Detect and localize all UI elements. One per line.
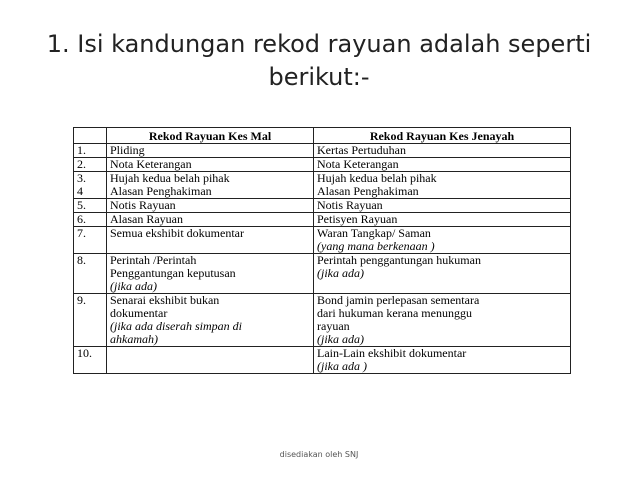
civil-record-item: Hujah kedua belah pihak: [110, 171, 230, 185]
civil-record-item: ahkamah): [110, 332, 158, 346]
criminal-record-item: Nota Keterangan: [317, 157, 399, 171]
criminal-record-item: Notis Rayuan: [317, 198, 383, 212]
criminal-record-item: (yang mana berkenaan ): [317, 239, 435, 253]
table-body: [74, 144, 571, 374]
row-number-cell: [74, 213, 107, 227]
table-row: [74, 294, 571, 347]
table-row: [74, 227, 571, 254]
criminal-record-item: rayuan: [317, 319, 350, 333]
table-row: [74, 199, 571, 213]
civil-record-item: Perintah /Perintah: [110, 253, 197, 267]
civil-record-cell: [107, 172, 314, 199]
criminal-record-item: dari hukuman kerana menunggu: [317, 306, 472, 320]
civil-record-item: Pliding: [110, 143, 145, 157]
table-row: [74, 158, 571, 172]
footer-credit: disediakan oleh SNJ: [279, 450, 359, 459]
criminal-record-item: Bond jamin perlepasan sementara: [317, 293, 480, 307]
row-number-cell: [74, 254, 107, 294]
row-number: 1.: [77, 143, 86, 157]
criminal-record-item: (jika ada): [317, 266, 364, 280]
criminal-record-cell: [314, 172, 571, 199]
criminal-record-cell: [314, 199, 571, 213]
civil-record-item: (jika ada): [110, 279, 157, 293]
criminal-record-item: (jika ada): [317, 332, 364, 346]
criminal-record-cell: [314, 213, 571, 227]
civil-record-cell: [107, 144, 314, 158]
civil-record-cell: [107, 158, 314, 172]
row-number: 10.: [77, 346, 92, 360]
civil-record-item: Penggantungan keputusan: [110, 266, 236, 280]
row-number-cell: [74, 199, 107, 213]
table-row: [74, 213, 571, 227]
criminal-record-item: Perintah penggantungan hukuman: [317, 253, 481, 267]
row-number: 3.: [77, 171, 86, 185]
criminal-record-item: Hujah kedua belah pihak: [317, 171, 437, 185]
row-number: 9.: [77, 293, 86, 307]
criminal-record-cell: [314, 227, 571, 254]
table-row: [74, 144, 571, 158]
criminal-record-item: Alasan Penghakiman: [317, 184, 419, 198]
header-civil-appeal-record: Rekod Rayuan Kes Mal: [107, 128, 314, 144]
table-header-row: [74, 128, 571, 144]
row-number-cell: [74, 347, 107, 374]
table-row: [74, 347, 571, 374]
civil-record-cell: [107, 347, 314, 374]
criminal-record-cell: [314, 158, 571, 172]
civil-record-item: dokumentar: [110, 306, 168, 320]
row-number: 4: [77, 184, 83, 198]
civil-record-cell: [107, 254, 314, 294]
criminal-record-cell: [314, 347, 571, 374]
civil-record-item: Alasan Rayuan: [110, 212, 183, 226]
row-number: 8.: [77, 253, 86, 267]
criminal-record-item: Kertas Pertuduhan: [317, 143, 406, 157]
row-number-cell: [74, 227, 107, 254]
row-number: 6.: [77, 212, 86, 226]
criminal-record-item: Waran Tangkap/ Saman: [317, 226, 431, 240]
table-row: [74, 172, 571, 199]
civil-record-cell: [107, 213, 314, 227]
civil-record-cell: [107, 199, 314, 213]
row-number-cell: [74, 144, 107, 158]
criminal-record-item: Lain-Lain ekshibit dokumentar: [317, 346, 467, 360]
row-number: 7.: [77, 226, 86, 240]
civil-record-item: Nota Keterangan: [110, 157, 192, 171]
row-number: 2.: [77, 157, 86, 171]
header-criminal-appeal-record: Rekod Rayuan Kes Jenayah: [314, 128, 571, 144]
civil-record-cell: [107, 227, 314, 254]
civil-record-item: (jika ada diserah simpan di: [110, 319, 242, 333]
row-number: 5.: [77, 198, 86, 212]
criminal-record-cell: [314, 144, 571, 158]
civil-record-cell: [107, 294, 314, 347]
row-number-cell: [74, 158, 107, 172]
criminal-record-item: Petisyen Rayuan: [317, 212, 398, 226]
table-row: [74, 254, 571, 294]
civil-record-item: Alasan Penghakiman: [110, 184, 212, 198]
civil-record-item: Notis Rayuan: [110, 198, 176, 212]
civil-record-item: Senarai ekshibit bukan: [110, 293, 220, 307]
appeal-record-table: [73, 127, 571, 374]
header-number: [74, 128, 107, 144]
criminal-record-item: (jika ada ): [317, 359, 367, 373]
row-number-cell: [74, 172, 107, 199]
row-number-cell: [74, 294, 107, 347]
slide-title: 1. Isi kandungan rekod rayuan adalah seperti berikut:-: [46, 30, 592, 91]
criminal-record-cell: [314, 254, 571, 294]
civil-record-item: Semua ekshibit dokumentar: [110, 226, 244, 240]
criminal-record-cell: [314, 294, 571, 347]
